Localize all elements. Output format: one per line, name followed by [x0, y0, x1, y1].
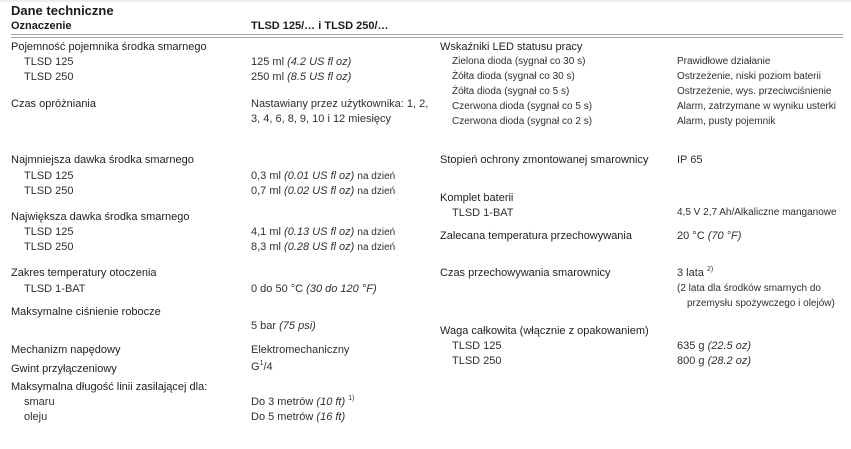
min-dose-tlsd250-label: TLSD 250 [24, 185, 74, 197]
protection-label: Stopień ochrony zmontowanej smarownicy [440, 154, 649, 166]
led-green-30s-value: Prawidłowe działanie [677, 56, 771, 67]
weight-tlsd125-label: TLSD 125 [452, 340, 502, 352]
max-line-oil-value: Do 5 metrów (16 ft) [251, 411, 346, 423]
max-dose-tlsd125-label: TLSD 125 [24, 226, 74, 238]
capacity-tlsd250-value: 250 ml (8.5 US fl oz) [251, 71, 352, 83]
min-dose-tlsd125-label: TLSD 125 [24, 170, 74, 182]
empty-time-value-line1: Nastawiany przez użytkownika: 1, 2, [251, 98, 429, 110]
max-line-grease-value: Do 3 metrów (10 ft) $^{1)}$ [251, 395, 355, 408]
empty-time-label: Czas opróżniania [11, 98, 96, 110]
storage-temp-label: Zalecana temperatura przechowywania [440, 230, 632, 242]
empty-time-value-line2: 3, 4, 6, 8, 9, 10 i 12 miesięcy [251, 113, 392, 125]
led-red-5s: Czerwona dioda (sygnał co 5 s) [452, 101, 593, 112]
storage-time-note-line1: (2 lata dla środków smarnych do [677, 283, 821, 294]
max-dose-tlsd125-value: 4,1 ml (0.13 US fl oz) na dzień [251, 226, 396, 238]
capacity-tlsd125-label: TLSD 125 [24, 56, 74, 68]
battery-label: Komplet baterii [440, 192, 514, 204]
led-red-2s: Czerwona dioda (sygnał co 2 s) [452, 116, 593, 127]
max-line-oil-label: oleju [24, 411, 48, 423]
led-yellow-30s: Żółta dioda (sygnał co 30 s) [452, 71, 575, 82]
page-title: Dane techniczne [11, 3, 114, 18]
capacity-tlsd125-value: 125 ml (4.2 US fl oz) [251, 56, 352, 68]
led-red-5s-value: Alarm, zatrzymane w wyniku usterki [677, 101, 836, 112]
storage-time-label: Czas przechowywania smarownicy [440, 267, 611, 279]
min-dose-tlsd250-value: 0,7 ml (0.02 US fl oz) na dzień [251, 185, 396, 197]
led-green-30s: Zielona dioda (sygnał co 30 s) [452, 56, 586, 67]
weight-tlsd125-value: 635 g (22.5 oz) [677, 340, 752, 352]
weight-tlsd250-value: 800 g (28.2 oz) [677, 355, 752, 367]
max-dose-tlsd250-value: 8,3 ml (0.28 US fl oz) na dzień [251, 241, 396, 253]
column-header-models: TLSD 125/… i TLSD 250/… [251, 20, 389, 32]
header-divider [11, 34, 843, 35]
temp-range-label: Zakres temperatury otoczenia [11, 267, 157, 279]
battery-value: 4,5 V 2,7 Ah/Alkaliczne manganowe [677, 207, 837, 218]
column-header-designation: Oznaczenie [11, 20, 72, 32]
storage-temp-value: 20 °C (70 °F) [677, 230, 742, 242]
max-dose-tlsd250-label: TLSD 250 [24, 241, 74, 253]
weight-tlsd250-label: TLSD 250 [452, 355, 502, 367]
max-pressure-label: Maksymalne ciśnienie robocze [11, 306, 161, 318]
led-yellow-5s: Żółta dioda (sygnał co 5 s) [452, 86, 570, 97]
led-label: Wskaźniki LED statusu pracy [440, 41, 583, 53]
min-dose-label: Najmniejsza dawka środka smarnego [11, 154, 194, 166]
max-line-grease-label: smaru [24, 396, 55, 408]
led-red-2s-value: Alarm, pusty pojemnik [677, 116, 776, 127]
battery-bat-label: TLSD 1-BAT [452, 207, 514, 219]
capacity-tlsd250-label: TLSD 250 [24, 71, 74, 83]
capacity-label: Pojemność pojemnika środka smarnego [11, 41, 207, 53]
weight-label: Waga całkowita (włącznie z opakowaniem) [440, 325, 649, 337]
led-yellow-30s-value: Ostrzeżenie, niski poziom baterii [677, 71, 821, 82]
temp-range-value: 0 do 50 °C (30 do 120 °F) [251, 283, 377, 295]
top-strip [0, 0, 851, 2]
min-dose-tlsd125-value: 0,3 ml (0.01 US fl oz) na dzień [251, 170, 396, 182]
drive-label: Mechanizm napędowy [11, 344, 121, 356]
temp-range-bat-label: TLSD 1-BAT [24, 283, 86, 295]
thread-value: $G^1/4$ [251, 360, 273, 373]
storage-time-value: 3 lata $^{2)}$ [677, 266, 714, 279]
led-yellow-5s-value: Ostrzeżenie, wys. przeciwciśnienie [677, 86, 832, 97]
storage-time-note-line2: przemysłu spożywczego i olejów) [687, 298, 835, 309]
header-divider-2 [11, 37, 843, 38]
max-pressure-value: 5 bar (75 psi) [251, 320, 316, 332]
drive-value: Elektromechaniczny [251, 344, 350, 356]
thread-label: Gwint przyłączeniowy [11, 363, 117, 375]
max-dose-label: Największa dawka środka smarnego [11, 211, 190, 223]
protection-value: IP 65 [677, 154, 703, 166]
max-line-label: Maksymalna długość linii zasilającej dla: [11, 381, 208, 393]
